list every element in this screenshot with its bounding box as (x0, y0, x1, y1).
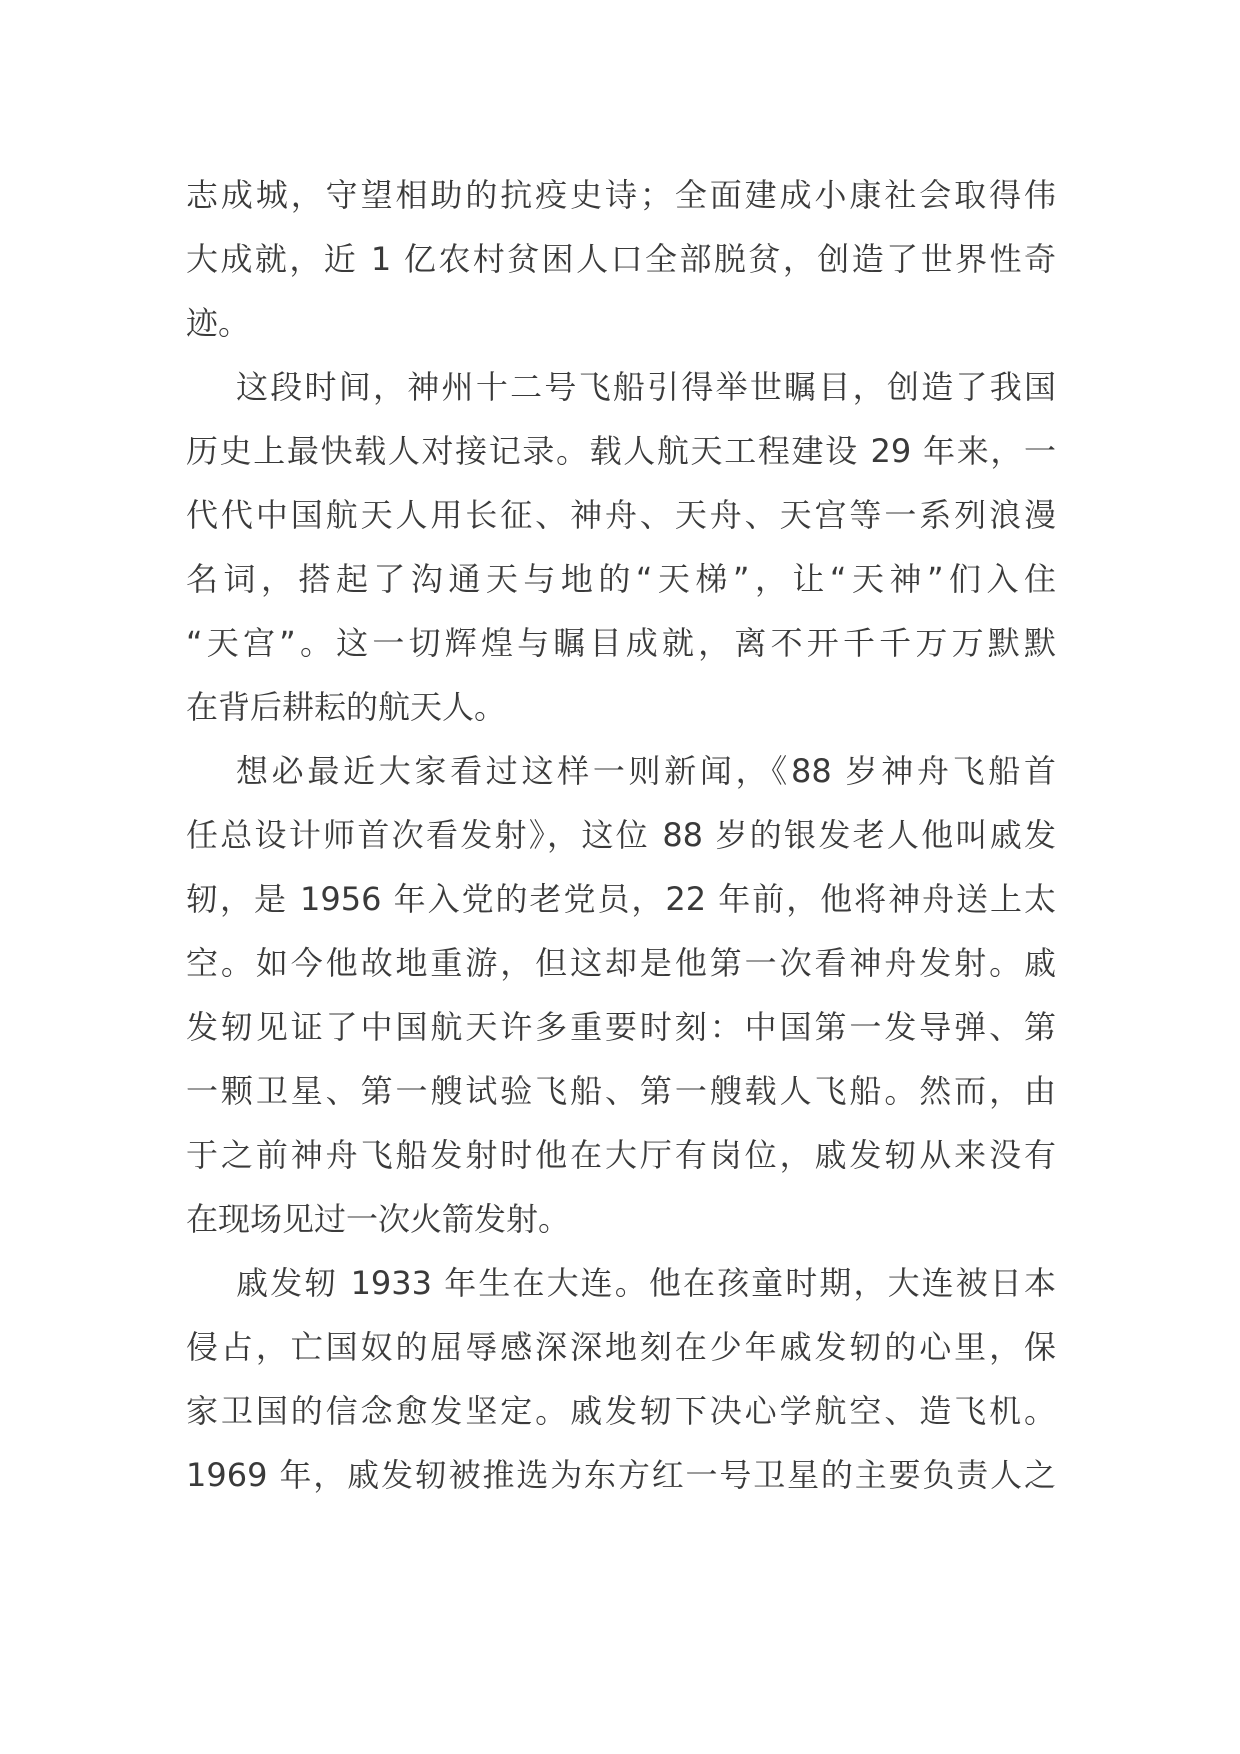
text-line: 轫，是 1956 年入党的老党员，22 年前，他将神舟送上太 (186, 880, 1056, 918)
text-line: 于之前神舟飞船发射时他在大厅有岗位，戚发轫从来没有 (186, 1136, 1056, 1174)
text-line: 大成就，近 1 亿农村贫困人口全部脱贫，创造了世界性奇 (186, 240, 1056, 278)
text-line: 迹。 (186, 304, 251, 342)
paragraph-first-line: 想必最近大家看过这样一则新闻，《88 岁神舟飞船首 (236, 752, 1056, 790)
text-line: 家卫国的信念愈发坚定。戚发轫下决心学航空、造飞机。 (186, 1392, 1056, 1430)
text-line: 一颗卫星、第一艘试验飞船、第一艘载人飞船。然而，由 (186, 1072, 1056, 1110)
text-line: 名词，搭起了沟通天与地的“天梯”，让“天神”们入住 (186, 560, 1056, 598)
text-line: 代代中国航天人用长征、神舟、天舟、天宫等一系列浪漫 (186, 496, 1056, 534)
text-line: 空。如今他故地重游，但这却是他第一次看神舟发射。戚 (186, 944, 1056, 982)
text-line: 在现场见过一次火箭发射。 (186, 1200, 571, 1238)
text-line: 志成城，守望相助的抗疫史诗；全面建成小康社会取得伟 (186, 176, 1056, 214)
text-line: 在背后耕耘的航天人。 (186, 688, 507, 726)
text-line: 任总设计师首次看发射》，这位 88 岁的银发老人他叫戚发 (186, 816, 1056, 854)
text-line: “天宫”。这一切辉煌与瞩目成就，离不开千千万万默默 (186, 624, 1056, 662)
text-line: 1969 年，戚发轫被推选为东方红一号卫星的主要负责人之 (186, 1456, 1056, 1494)
text-line: 历史上最快载人对接记录。载人航天工程建设 29 年来，一 (186, 432, 1056, 470)
text-line: 发轫见证了中国航天许多重要时刻：中国第一发导弹、第 (186, 1008, 1056, 1046)
text-line: 侵占，亡国奴的屈辱感深深地刻在少年戚发轫的心里，保 (186, 1328, 1056, 1366)
paragraph-first-line: 这段时间，神州十二号飞船引得举世瞩目，创造了我国 (236, 368, 1056, 406)
paragraph-first-line: 戚发轫 1933 年生在大连。他在孩童时期，大连被日本 (236, 1264, 1056, 1302)
